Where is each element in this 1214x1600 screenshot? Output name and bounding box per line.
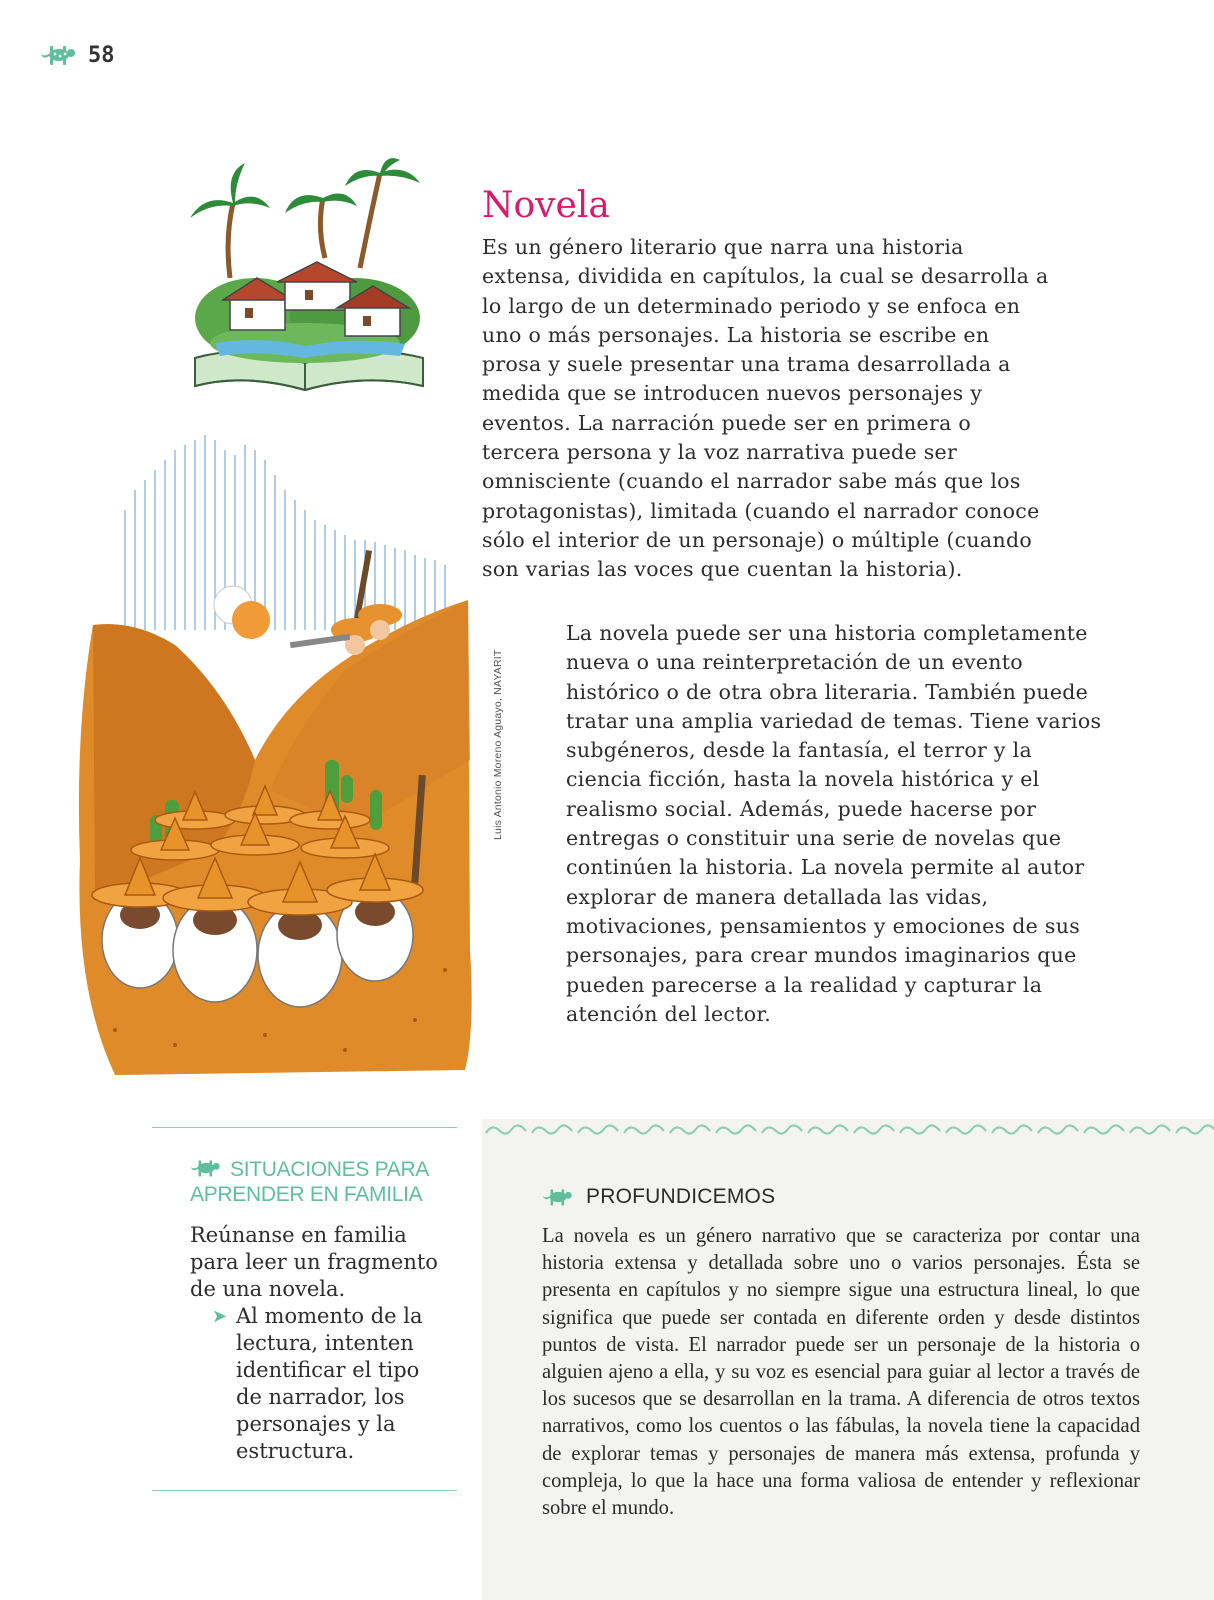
novela-paragraph-2: La novela puede ser una historia completamente nueva o una reinterpretación de un evento histórico o de otra obra literaria. También puede tratar una amplia variedad de temas. Tiene varios subgéneros, desde la fantasía, el terror y la ciencia ficción, hasta la novela histórica y el realismo social. Además, puede hacerse por entregas o constituir una serie de novelas que continúen la historia. La novela permite al autor explorar de manera detallada las vidas, motivaciones, pensamientos y emociones de sus personajes, para crear mundos imaginarios que pueden parecerse a la realidad y capturar la atención del lector. [566,621,1102,1026]
illustration-credit: Luis Antonio Moreno Aguayo, NAYARIT [492,649,504,840]
lizard-glyph-icon [542,1186,576,1208]
canyon-illustration [55,430,475,1095]
family-heading-line-1: SITUACIONES PARA [230,1158,430,1181]
family-heading [190,1157,460,1207]
family-bullet-list [212,1303,432,1465]
arrow-bullet-icon: ➤ [212,1306,228,1327]
family-instruction: Reúnanse en familia para leer un fragmento de una novela. [190,1223,438,1301]
lizard-glyph-icon [40,42,80,68]
family-box-top-rule [152,1127,457,1128]
lizard-glyph-icon [190,1157,224,1179]
family-heading-line-2: APRENDER EN FAMILIA [190,1183,423,1206]
page-number: 58 [88,42,115,68]
section-title: Novela [482,185,610,226]
family-bullet-text: Al momento de la lectura, intenten identificar el tipo de narrador, los personajes y la estructura. [236,1304,423,1463]
list-item [212,1303,432,1465]
family-box-bottom-rule [152,1490,457,1491]
profundicemos-text: La novela es un género narrativo que se caracteriza por contar una historia extensa y detallada sobre uno o varios personajes. Ésta se presenta en capítulos y no siempre sigue una estructura lineal, lo que significa que puede ser contada en diferente orden y desde distintos puntos de vista. El narrador puede ser un personaje de la historia o alguien ajeno a ella, y su voz es esencial para guiar al lector a través de los sucesos que se desarrollan en la trama. A diferencia de otros textos narrativos, como los cuentos o las fábulas, la novela tiene la capacidad de explorar temas y personajes de manera más extensa, profunda y compleja, lo que la hace una forma valiosa de entender y reflexionar sobre el mundo. [542,1225,1140,1520]
book-village-illustration [185,158,430,403]
novela-paragraph-1: Es un género literario que narra una historia extensa, dividida en capítulos, la cual se desarrolla a lo largo de un determinado periodo y se enfoca en uno o más personajes. La historia se escribe en prosa y suele presentar una trama desarrollada a medida que se introducen nuevos personajes y eventos. La narración puede ser en primera o tercera persona y la voz narrativa puede ser omnisciente (cuando el narrador sabe más que los protagonistas), limitada (cuando el narrador conoce sólo el interior de un personaje) o múltiple (cuando son varias las voces que cuentan la historia). [482,235,1049,582]
decorative-border [482,1119,1214,1147]
page-header [40,42,115,68]
profundicemos-title: PROFUNDICEMOS [586,1185,776,1208]
profundicemos-heading [542,1185,775,1209]
